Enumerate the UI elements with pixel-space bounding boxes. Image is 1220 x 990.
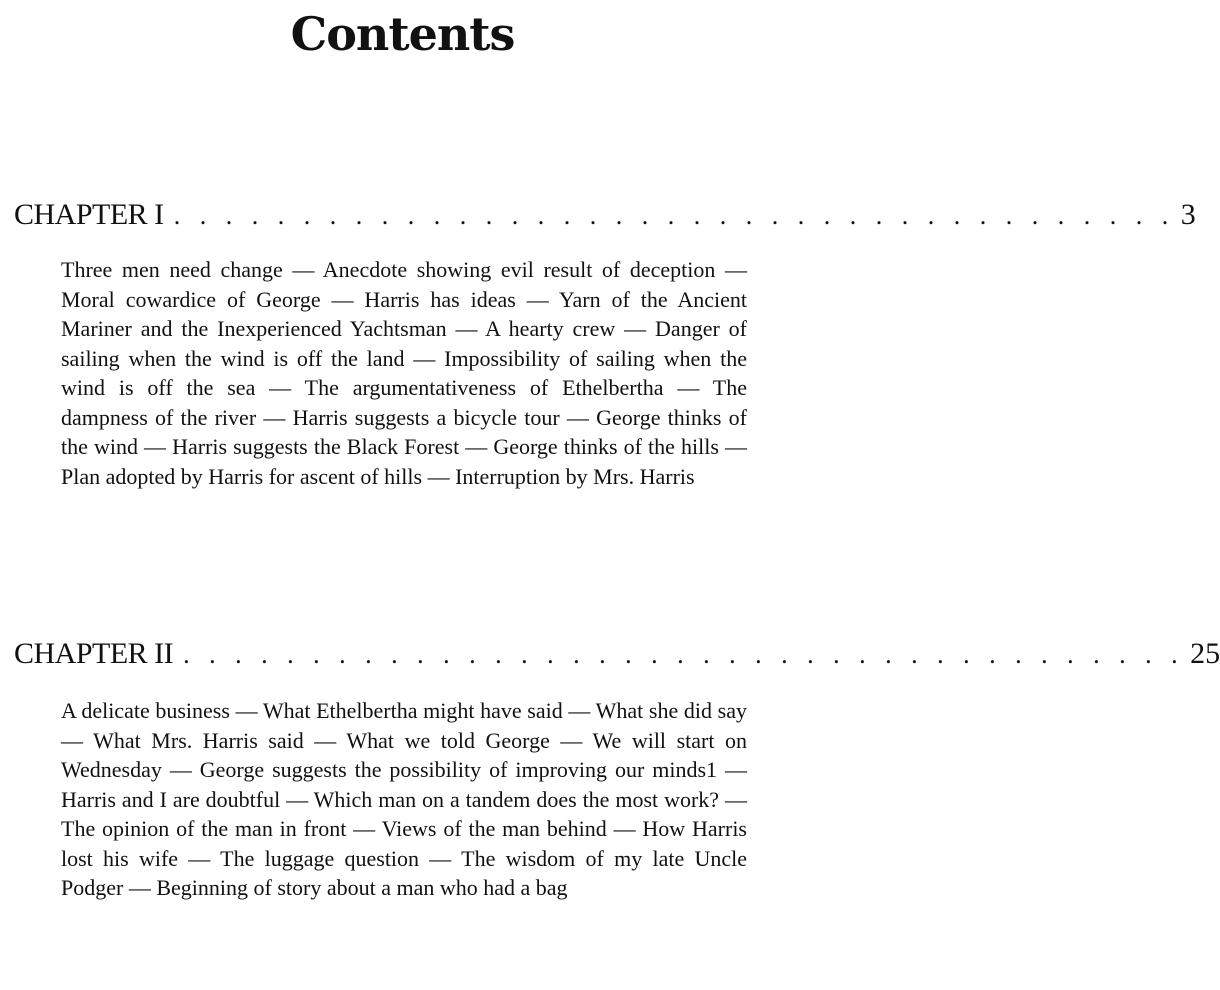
page-title: Contents	[290, 7, 515, 61]
chapter-heading	[14, 634, 1220, 674]
dot-leader: . . . . . . . . . . . . . . . . . . . . . . . . . . . . . . . . . . . . . . .	[183, 640, 1185, 669]
chapter-entry-2	[14, 634, 1220, 903]
chapter-summary: A delicate business — What Ethelbertha might have said — What she did say — What Mrs. Harris said — What we told George — We will start on Wednesday — George suggests the possibility of improving our minds1 — Harris and I are doubtful — Which man on a tandem does the most work? — The opinion of the man in front — Views of the man behind — How Harris lost his wife — The luggage question — The wisdom of my late Uncle Podger — Beginning of story about a man who had a bag	[61, 698, 747, 900]
chapter-page-number: 3	[1180, 198, 1196, 231]
chapter-summary: Three men need change — Anecdote showing evil result of deception — Moral cowardice of George — Harris has ideas — Yarn of the Ancient Mariner and the Inexperienced Yachtsman — A hearty crew — Danger of sailing when the wind is off the land — Impossibility of sailing when the wind is off the sea — The argumentativeness of Ethelbertha — The dampness of the river — Harris suggests a bicycle tour — George thinks of the wind — Harris suggests the Black Forest — George thinks of the hills — Plan adopted by Harris for ascent of hills — Interruption by Mrs. Harris	[61, 257, 747, 489]
chapter-entry-1	[14, 195, 1196, 491]
chapter-label: CHAPTER II	[14, 637, 174, 670]
chapter-heading	[14, 195, 1196, 235]
chapter-page-number: 25	[1190, 637, 1220, 670]
dot-leader: . . . . . . . . . . . . . . . . . . . . . . . . . . . . . . . . . . . . . . .	[173, 201, 1175, 230]
chapter-label: CHAPTER I	[14, 198, 164, 231]
